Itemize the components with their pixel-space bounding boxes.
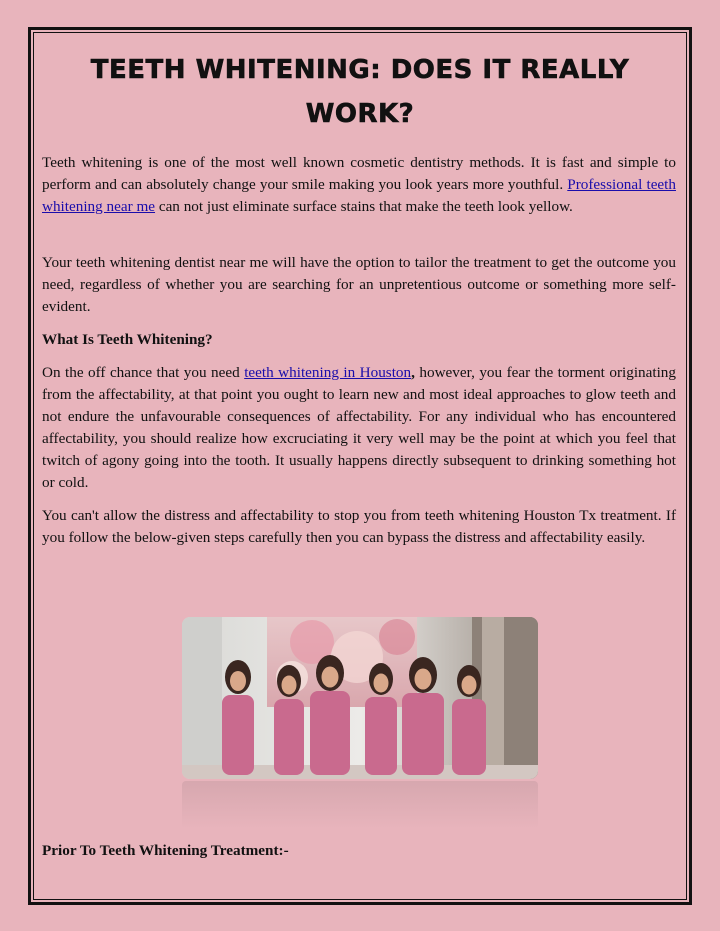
paragraph-dentist: Your teeth whitening dentist near me will have the option to tailor the treatment to get the outcome you need, regardless of whether you are searching for an unpretentious outcome or something more self-evident. [42,254,676,315]
page-title: TEETH WHITENING: DOES IT REALLY WORK? [90,55,630,129]
paragraph-intro [42,152,676,218]
photo-reflection [182,781,538,829]
dental-team-photo [182,617,538,779]
section-heading-what-is: What Is Teeth Whitening? [42,331,213,348]
houston-text-end: however, you fear the torment originating from the affectability, at that point you ought to learn new and most ideal approaches to glow teeth and not endure the unfavourable consequences of affectability. For any individual who has encountered affectability, you should realize how excruciating it very well may be the point at which you feel that twitch of agony going into the tooth. It usually happens directly subsequent to drinking something hot or cold. [42,364,676,491]
houston-comma: , [411,364,415,381]
paragraph-distress: You can't allow the distress and affectability to stop you from teeth whitening Houston Tx treatment. If you follow the below-given steps carefully then you can bypass the distress and affectability easily. [42,507,676,546]
intro-text-start: Teeth whitening is one of the most well known cosmetic dentistry methods. It is fast and simple to perform and can absolutely change your smile making you look years more youthful. [42,154,676,193]
section-heading-prior: Prior To Teeth Whitening Treatment:- [42,842,289,859]
paragraph-houston [42,362,676,494]
intro-text-end: can not just eliminate surface stains that make the teeth look yellow. [155,198,573,215]
houston-text-start: On the off chance that you need [42,364,245,381]
dental-team-illustration [182,617,538,779]
professional-teeth-whitening-link[interactable]: Professional teeth whitening near me [42,176,676,215]
teeth-whitening-houston-link[interactable]: teeth whitening in Houston [244,364,412,381]
